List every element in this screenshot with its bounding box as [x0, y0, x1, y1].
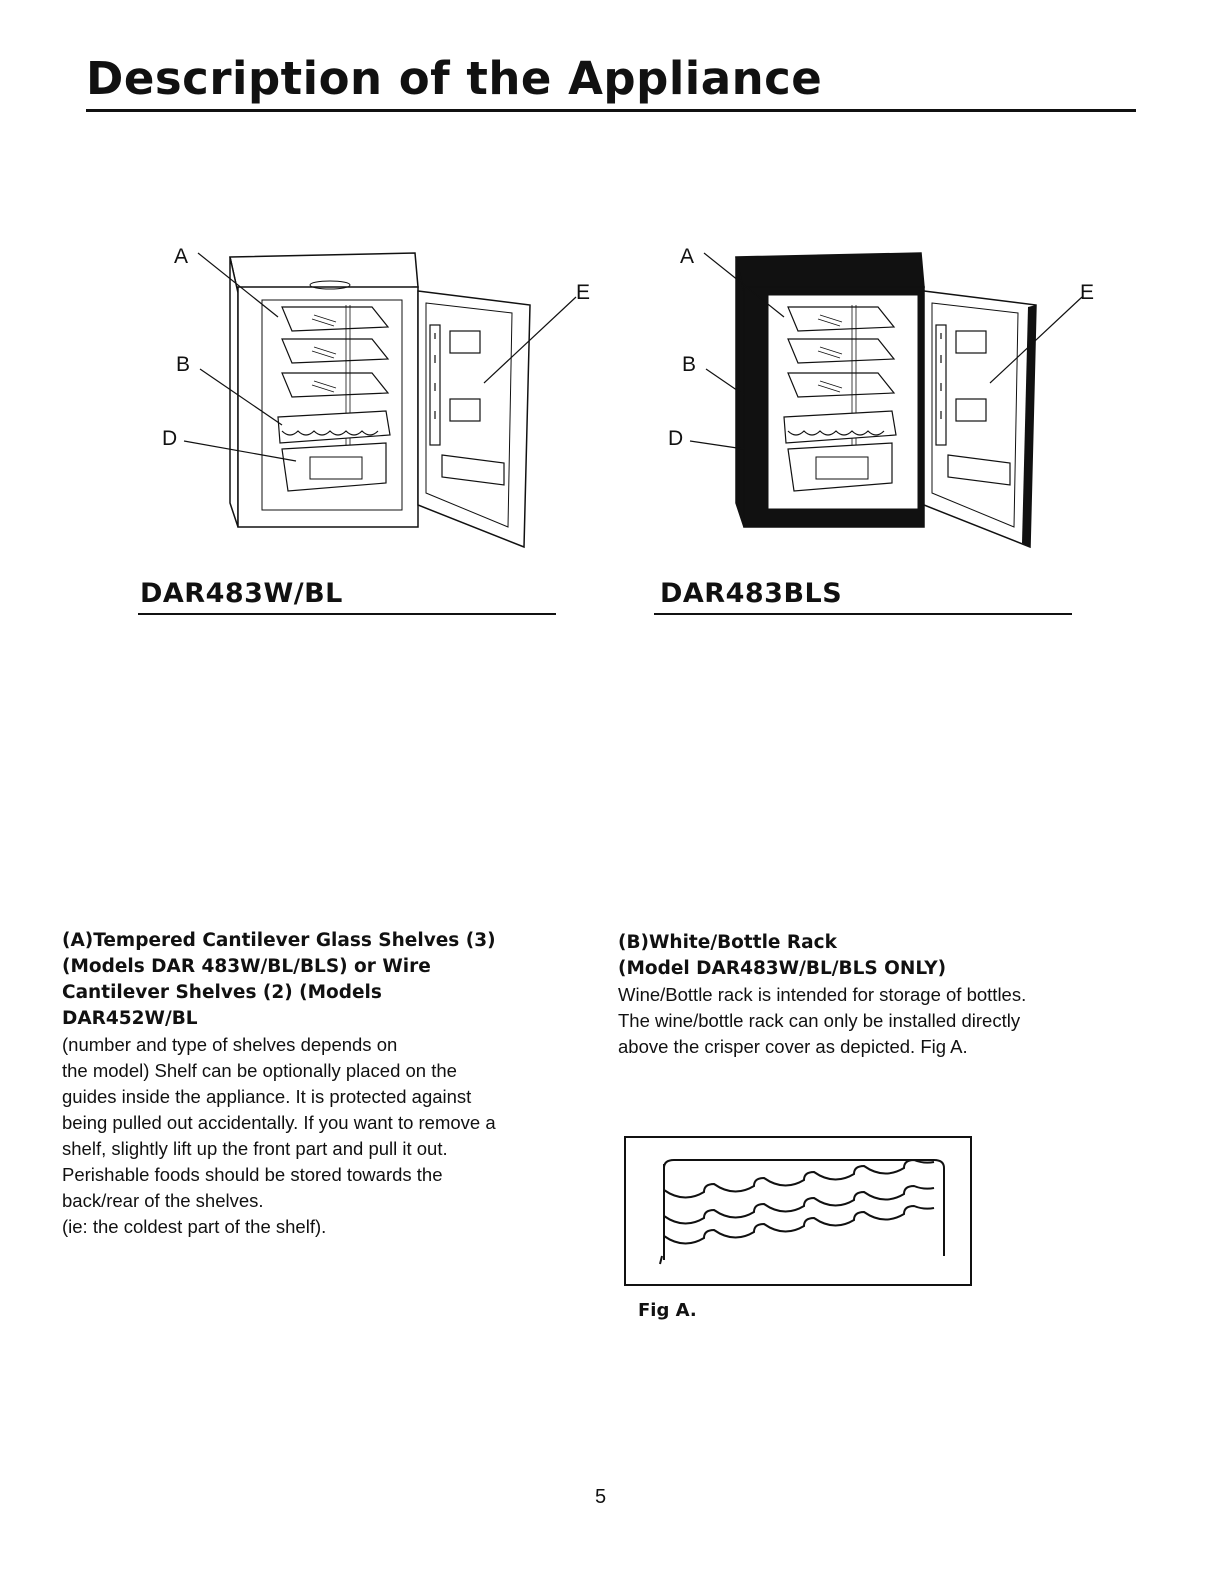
callout-d-2: D — [668, 427, 684, 450]
section-a-heading-line: DAR452W/BL — [62, 1008, 198, 1029]
callout-d-1: D — [162, 427, 178, 450]
section-a-heading-line: (A)Tempered Cantilever Glass Shelves (3) — [62, 930, 496, 951]
section-b-body-line: above the crisper cover as depicted. Fig A. — [618, 1036, 968, 1057]
section-a-body-line: guides inside the appliance. It is protected against — [62, 1086, 472, 1107]
section-a-body-line: the model) Shelf can be optionally placed on the — [62, 1060, 457, 1081]
section-a-body-line: back/rear of the shelves. — [62, 1190, 264, 1211]
wine-rack-figure — [624, 1136, 972, 1286]
section-b — [618, 930, 1178, 1060]
callout-b-1: B — [176, 353, 191, 376]
callout-e-2: E — [1080, 281, 1095, 304]
section-b-body-line: The wine/bottle rack can only be installed directly — [618, 1010, 1021, 1031]
model-label-dar483bls: DAR483BLS — [660, 578, 843, 609]
section-a-body-line: being pulled out accidentally. If you want to remove a — [62, 1112, 496, 1133]
section-a-heading-line: (Models DAR 483W/BL/BLS) or Wire — [62, 956, 431, 977]
section-b-heading-line: (B)White/Bottle Rack — [618, 932, 837, 953]
model-label-dar483w-bl: DAR483W/BL — [140, 578, 343, 609]
page-title: Description of the Appliance — [86, 52, 823, 105]
title-rule — [86, 109, 1136, 112]
section-a-heading-line: Cantilever Shelves (2) (Models — [62, 982, 382, 1003]
section-a-body-line: (number and type of shelves depends on — [62, 1034, 398, 1055]
section-b-body-line: Wine/Bottle rack is intended for storage of bottles. — [618, 984, 1027, 1005]
callout-a-2: A — [680, 245, 695, 268]
section-a-body-line: shelf, slightly lift up the front part and pull it out. — [62, 1138, 448, 1159]
figure-caption: Fig A. — [638, 1300, 697, 1321]
section-b-heading-line: (Model DAR483W/BL/BLS ONLY) — [618, 958, 947, 979]
fridge-diagram-white — [150, 235, 610, 565]
model-rule-1 — [138, 613, 556, 615]
section-a-body-line: Perishable foods should be stored towards the — [62, 1164, 443, 1185]
fridge-diagram-black — [656, 235, 1116, 565]
section-a — [62, 928, 602, 1240]
callout-a-1: A — [174, 245, 189, 268]
page-number: 5 — [595, 1486, 607, 1508]
section-a-body-line: (ie: the coldest part of the shelf). — [62, 1216, 327, 1237]
model-rule-2 — [654, 613, 1072, 615]
callout-e-1: E — [576, 281, 591, 304]
callout-b-2: B — [682, 353, 697, 376]
